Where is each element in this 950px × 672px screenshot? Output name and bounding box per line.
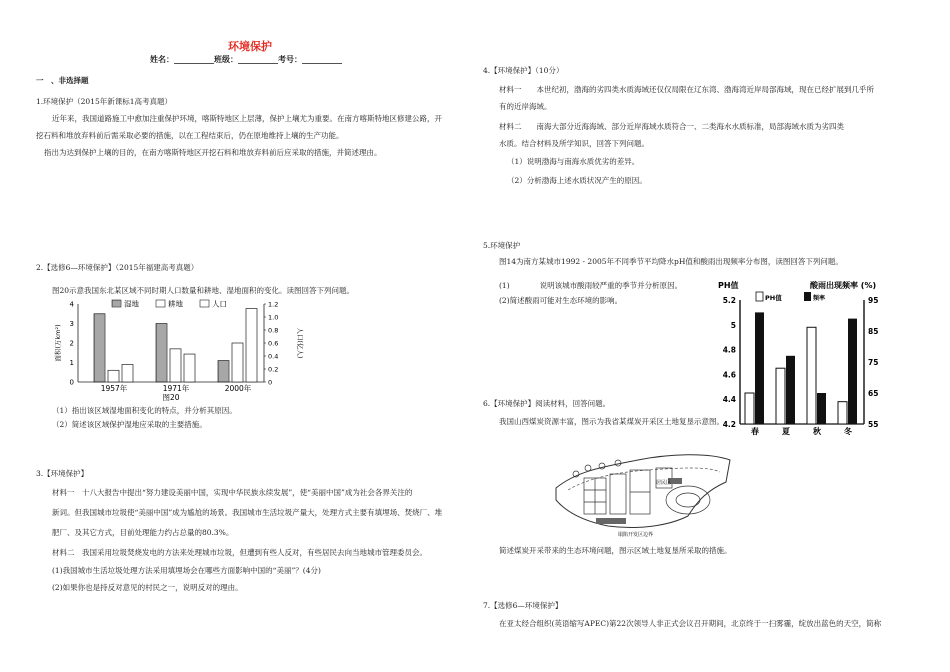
bar-frequency: [817, 393, 826, 424]
page-title: 环境保护: [228, 40, 272, 53]
legend-label: 湿地: [124, 299, 139, 309]
q4-line: 有的近岸海域。: [499, 102, 552, 111]
bar-耕地: [232, 343, 243, 382]
legend-label: 耕地: [168, 299, 183, 309]
y-left-tick-label: 4: [69, 300, 74, 309]
map-label-boundary: 塌陷开发区边界: [618, 532, 654, 538]
q4-line: 材料二 南海大部分近海海域、部分近岸海域水质符合一、二类海水水质标准，局部海域水质为劣四类: [499, 122, 844, 131]
q1-line: 挖石料和堆放弃料前后需采取必要的措施，以在工程结束后，仍在原地维持上壤的生产功能。: [36, 131, 344, 140]
q4-line: 水质。结合材料及所学知识，回答下列问题。: [499, 139, 649, 148]
land-population-chart: [52, 296, 312, 404]
bar-frequency: [786, 356, 795, 424]
legend-swatch-ph: [756, 292, 763, 301]
q7-line: 在亚太经合组织(英语缩写APEC)第22次领导人非正式会议召开期间，北京终于一扫雾霾，绽放出蓝色的天空，简称: [499, 619, 882, 628]
x-tick-label: 冬: [844, 427, 852, 436]
x-tick-label: 1971年: [162, 384, 190, 393]
bar-湿地: [156, 324, 167, 383]
q2-question: （2）简述该区域保护湿地应采取的主要措施。: [52, 420, 207, 429]
bar-ph: [776, 368, 785, 424]
q6-question: 简述煤炭开采带来的生态环境问题，图示区域土地复垦所采取的措施。: [499, 546, 732, 555]
y-right-tick-label: 0.8: [268, 326, 279, 335]
y-right-axis-label: 酸雨出现频率 (%): [810, 281, 877, 290]
y-left-tick-label: 4.2: [722, 420, 736, 429]
x-tick-label: 1957年: [100, 384, 128, 393]
bar-frequency: [848, 319, 857, 424]
y-right-tick-label: 0: [268, 378, 273, 387]
legend-swatch-frequency: [804, 292, 811, 301]
q4-line: （1）说明渤海与南海水质优劣的差异。: [507, 157, 640, 166]
map-label-residential: 居民区: [656, 480, 672, 486]
q3-line: 新词。但我国城市垃圾使“美丽中国”成为尴尬的场景。我国城市生活垃圾产量大，处理方式主要有填埋场、焚烧厂、堆: [52, 508, 443, 517]
y-right-tick-label: 0.4: [268, 352, 279, 361]
legend-label: PH值: [765, 294, 782, 302]
x-tick-label: 春: [751, 427, 759, 436]
bar-耕地: [170, 349, 181, 382]
y-left-tick-label: 5.2: [722, 296, 736, 305]
y-left-tick-label: 5: [730, 320, 736, 330]
y-right-tick-label: 0.2: [268, 365, 279, 374]
legend-label: 人口: [212, 299, 227, 309]
chart-caption: 图20: [162, 393, 180, 402]
acid-rain-chart: [712, 276, 917, 436]
q6-heading: 6.【环境保护】阅读材料，回答问题。: [483, 399, 611, 408]
x-tick-label: 夏: [782, 427, 790, 436]
bar-耕地: [108, 370, 119, 382]
y-left-tick-label: 2: [69, 339, 74, 348]
bar-frequency: [755, 312, 764, 424]
q1-heading: 1.环境保护（2015年新课标1高考真题）: [36, 97, 173, 106]
bar-ph: [745, 393, 754, 424]
q1-line: 近年来，我国道路施工中愈加注重保护环境，喀斯特地区上层薄，保护上壤尤为重要。在南方喀斯特地区修建公路，开: [52, 114, 442, 123]
y-right-tick-label: 1.2: [268, 300, 279, 309]
y-left-tick-label: 3: [69, 320, 74, 328]
q7-heading: 7.【选修6—环境保护】: [483, 601, 563, 610]
y-left-axis-label: 面积(万km²): [54, 324, 62, 362]
q5-question: (1) 说明该城市酸雨较严重的季节并分析原因。: [499, 281, 683, 290]
q3-line: (2)如果你也是持反对意见的村民之一，说明反对的理由。: [52, 583, 243, 592]
y-right-tick-label: 1.0: [268, 313, 279, 322]
bar-人口: [122, 364, 133, 382]
bar-湿地: [218, 361, 229, 382]
q2-intro: 图20示意我国东北某区域不同时期人口数量和耕地、湿地面积的变化。读图回答下列问题。: [52, 286, 355, 295]
q3-line: (1)我国城市生活垃圾处理方法采用填埋场会在哪些方面影响中国的“美丽”？(4分): [52, 566, 321, 575]
y-left-tick-label: 4.8: [722, 345, 736, 355]
y-right-tick-label: 0.6: [268, 339, 279, 348]
y-left-axis-label: PH值: [718, 281, 739, 290]
y-right-tick-label: 95: [868, 296, 879, 305]
bar-湿地: [94, 314, 105, 382]
legend-label: 频率: [813, 295, 826, 302]
q4-line: （2）分析渤海上述水质状况产生的原因。: [507, 176, 647, 185]
q5-intro: 图14为南方某城市1992 - 2005年不同季节平均降水pH值和酸雨出现频率分布图，读图回答下列问题。: [499, 257, 843, 266]
y-left-tick-label: 0: [69, 378, 74, 387]
y-left-tick-label: 1: [69, 359, 74, 367]
y-right-tick-label: 85: [868, 327, 879, 336]
section-heading: 一 、非选择题: [36, 76, 89, 85]
q2-heading: 2.【选修6—环境保护】（2015年福建高考真题）: [36, 263, 199, 272]
y-right-tick-label: 55: [868, 420, 879, 429]
bar-ph: [838, 402, 847, 424]
student-info-line: 姓名：__________班级：__________考号：__________: [150, 54, 342, 64]
legend-swatch: [156, 300, 165, 307]
y-left-tick-label: 4.4: [722, 395, 736, 405]
legend-swatch: [112, 300, 121, 307]
y-right-tick-label: 75: [868, 358, 879, 367]
q4-line: 材料一 本世纪初，渤海的劣四类水质海域还仅仅局限在辽东湾、渤海湾近岸局部海域，现在已经扩展到几乎所: [499, 85, 874, 94]
q5-heading: 5.环境保护: [483, 241, 521, 250]
q3-heading: 3.【环境保护】: [36, 469, 89, 478]
bar-人口: [246, 309, 257, 382]
q3-line: 肥厂、及其它方式，目前处理能力约占总量的80.3%。: [52, 528, 234, 537]
bar-ph: [807, 327, 816, 424]
y-left-tick-label: 4.6: [722, 370, 736, 380]
q2-question: （1）指出该区域湿地面积变化的特点，并分析其原因。: [52, 406, 237, 415]
q3-line: 材料一 十八大报告中提出“努力建设美丽中国，实现中华民族永续发展”，使“美丽中国”成为社会各界关注的: [52, 488, 413, 497]
legend-swatch: [200, 300, 209, 307]
bar-人口: [184, 354, 195, 382]
q5-question: (2)简述酸雨可能对生态环境的影响。: [499, 296, 623, 305]
x-tick-label: 秋: [813, 427, 821, 436]
q6-intro: 我国山西煤炭资源丰富，图示为我省某煤炭开采区土地复垦示意图。: [499, 417, 724, 426]
coal-mine-reclamation-map: [548, 430, 738, 540]
y-right-tick-label: 65: [868, 389, 879, 398]
q3-line: 材料二 我国采用垃圾焚烧发电的方法来处理城市垃圾，但遭到有些人反对，有些居民去向当地城市管理委员会。: [52, 548, 427, 557]
q1-line: 指出为达到保护上壤的目的，在南方喀斯特地区开挖石料和堆放弃料前后应采取的措施，并简述理由。: [44, 148, 382, 157]
x-tick-label: 2000年: [224, 384, 252, 393]
q4-heading: 4.【环境保护】（10分）: [483, 66, 564, 75]
y-right-axis-label: 人口(亿人): [296, 327, 304, 359]
